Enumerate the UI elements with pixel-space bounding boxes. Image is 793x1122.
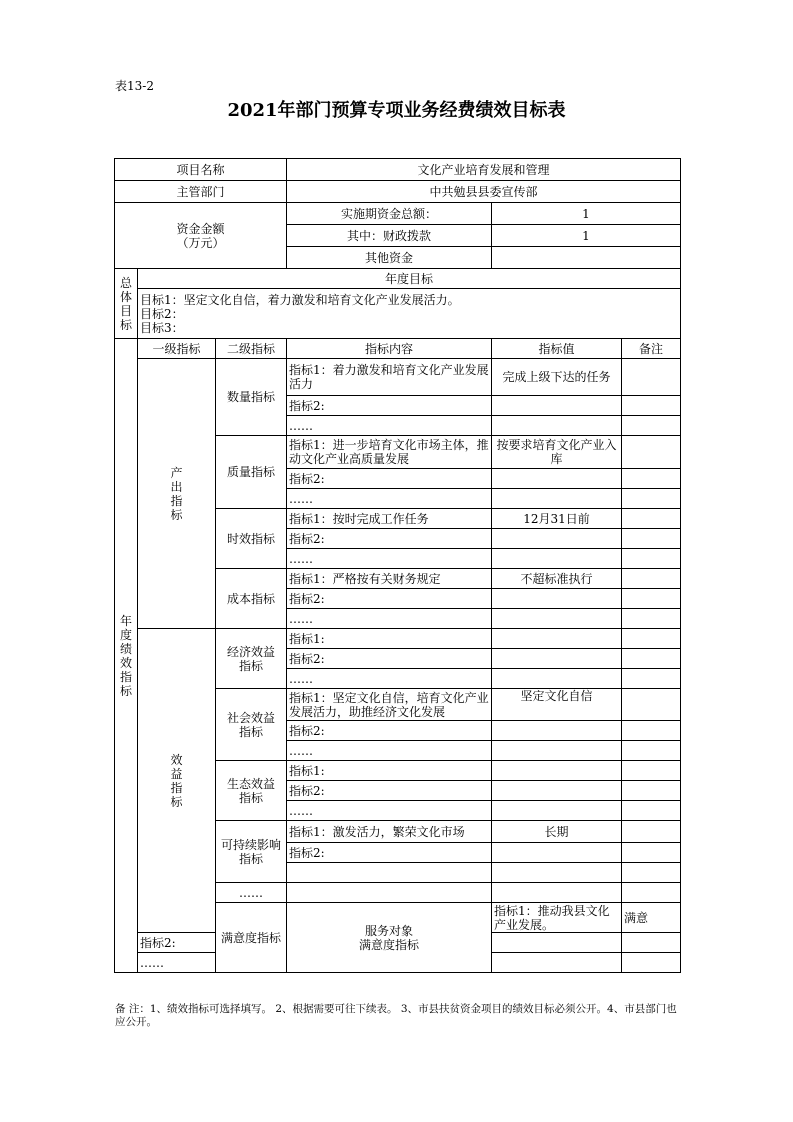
header-remark: 备注 [622, 339, 681, 359]
remark-cell [622, 489, 681, 509]
quantity-indicator-label: 数量指标 [216, 359, 287, 436]
remark-cell [622, 529, 681, 549]
value-cell [492, 529, 622, 549]
satisfaction-indicator-1: 指标1：推动我县文化产业发展。 [492, 903, 622, 933]
remark-cell [622, 416, 681, 436]
benefit-indicator-label: 效 益 指 标 [138, 629, 216, 933]
goal-2: 目标2： [140, 306, 184, 321]
cost-indicator-label: 成本指标 [216, 569, 287, 629]
page-title: 2021年部门预算专项业务经费绩效目标表 [227, 100, 566, 121]
remark-cell [622, 436, 681, 469]
footnote: 备 注：1、绩效指标可选择填写。 2、根据需要可往下续表。 3、市县扶贫资金项目的绩效目标必须公开。4、市县部门也应公开。 [115, 1003, 677, 1028]
quality-indicator-1-value: 按要求培育文化产业入库 [492, 436, 622, 469]
value-cell [492, 469, 622, 489]
remark-cell [622, 821, 681, 843]
remark-cell [622, 953, 681, 973]
remark-cell [622, 396, 681, 416]
quality-indicator-more: …… [287, 489, 492, 509]
timeliness-indicator-1-value: 12月31日前 [492, 509, 622, 529]
header-content: 指标内容 [287, 339, 492, 359]
economic-indicator-1: 指标1: [287, 629, 492, 649]
quality-indicator-1: 指标1：进一步培育文化市场主体，推动文化产业高质量发展 [287, 436, 492, 469]
value-cell [492, 933, 622, 953]
quantity-indicator-1-value: 完成上级下达的任务 [492, 359, 622, 396]
remark-cell [622, 609, 681, 629]
remark-cell [622, 761, 681, 781]
fiscal-fund-label: 其中：财政拨款 [287, 225, 492, 247]
fund-label [115, 203, 287, 269]
cost-indicator-1: 指标1：严格按有关财务规定 [287, 569, 492, 589]
table-row [115, 629, 681, 649]
total-fund-label: 实施期资金总额： [287, 203, 492, 225]
timeliness-indicator-2: 指标2: [287, 529, 492, 549]
value-cell [492, 863, 622, 883]
sustainable-indicator-2: 指标2: [287, 843, 492, 863]
content-cell [287, 883, 492, 903]
value-cell [492, 416, 622, 436]
economic-indicator-more: …… [287, 669, 492, 689]
value-cell [492, 669, 622, 689]
remark-cell [622, 741, 681, 761]
ecological-indicator-more: …… [287, 801, 492, 821]
sustainable-indicator-1-value: 长期 [492, 821, 622, 843]
value-cell [492, 721, 622, 741]
other-fund-value [492, 247, 681, 269]
remark-cell [622, 509, 681, 529]
dept-row [115, 181, 681, 203]
satisfaction-indicator-label: 满意度指标 [216, 903, 287, 973]
social-indicator-1-value: 坚定文化自信 [492, 689, 622, 721]
table-row [115, 359, 681, 396]
remark-cell [622, 883, 681, 903]
remark-cell [622, 469, 681, 489]
other-fund-label: 其他资金 [287, 247, 492, 269]
remark-cell [622, 689, 681, 721]
project-name-row [115, 159, 681, 181]
value-cell [492, 589, 622, 609]
header-level1: 一级指标 [138, 339, 216, 359]
value-cell [492, 609, 622, 629]
table-number: 表13-2 [115, 79, 154, 93]
value-cell [492, 953, 622, 973]
remark-cell [622, 569, 681, 589]
remark-cell [622, 801, 681, 821]
remark-cell [622, 589, 681, 609]
timeliness-indicator-more: …… [287, 549, 492, 569]
timeliness-indicator-label: 时效指标 [216, 509, 287, 569]
header-level2: 二级指标 [216, 339, 287, 359]
value-cell [492, 883, 622, 903]
satisfaction-indicator-1-value: 满意 [622, 903, 681, 933]
social-indicator-more: …… [287, 741, 492, 761]
dept-value: 中共勉县县委宣传部 [287, 181, 681, 203]
remark-cell [622, 629, 681, 649]
quantity-indicator-1: 指标1：着力激发和培育文化产业发展活力 [287, 359, 492, 396]
satisfaction-indicator-2: 指标2: [138, 933, 216, 953]
ecological-indicator-label: 生态效益 指标 [216, 761, 287, 821]
value-cell [492, 396, 622, 416]
perf-header-row [115, 339, 681, 359]
value-cell [492, 489, 622, 509]
annual-goal-list [138, 289, 681, 339]
goal-3: 目标3： [140, 320, 184, 335]
annual-performance-side-label: 年 度 绩 效 指 标 [115, 339, 138, 973]
satisfaction-indicator-more: …… [138, 953, 216, 973]
remark-cell [622, 933, 681, 953]
service-satisfaction-label: 服务对象 满意度指标 [287, 903, 492, 973]
output-indicator-label: 产 出 指 标 [138, 359, 216, 629]
economic-indicator-label: 经济效益 指标 [216, 629, 287, 689]
value-cell [492, 629, 622, 649]
sustainable-indicator-label: 可持续影响 指标 [216, 821, 287, 883]
header-value: 指标值 [492, 339, 622, 359]
value-cell [492, 549, 622, 569]
social-indicator-2: 指标2: [287, 721, 492, 741]
dept-label: 主管部门 [115, 181, 287, 203]
fund-label-line2: （万元） [176, 235, 225, 250]
remark-cell [622, 781, 681, 801]
timeliness-indicator-1: 指标1：按时完成工作任务 [287, 509, 492, 529]
cost-indicator-2: 指标2: [287, 589, 492, 609]
quantity-indicator-2: 指标2: [287, 396, 492, 416]
ecological-indicator-2: 指标2: [287, 781, 492, 801]
benefit-more: …… [216, 883, 287, 903]
remark-cell [622, 549, 681, 569]
social-indicator-1: 指标1：坚定文化自信，培育文化产业发展活力，助推经济文化发展 [287, 689, 492, 721]
sustainable-indicator-more [287, 863, 492, 883]
fund-label-line1: 资金金额 [176, 221, 225, 236]
goal-1: 目标1：坚定文化自信，着力激发和培育文化产业发展活力。 [140, 292, 460, 307]
value-cell [492, 649, 622, 669]
value-cell [492, 843, 622, 863]
remark-cell [622, 863, 681, 883]
remark-cell [622, 721, 681, 741]
project-name-label: 项目名称 [115, 159, 287, 181]
remark-cell [622, 359, 681, 396]
fiscal-fund-value: 1 [492, 225, 681, 247]
social-indicator-label: 社会效益 指标 [216, 689, 287, 761]
total-fund-value: 1 [492, 203, 681, 225]
quantity-indicator-more: …… [287, 416, 492, 436]
project-name-value: 文化产业培育发展和管理 [287, 159, 681, 181]
sustainable-indicator-1: 指标1：激发活力，繁荣文化市场 [287, 821, 492, 843]
economic-indicator-2: 指标2: [287, 649, 492, 669]
remark-cell [622, 669, 681, 689]
cost-indicator-more: …… [287, 609, 492, 629]
value-cell [492, 801, 622, 821]
remark-cell [622, 843, 681, 863]
performance-table [114, 158, 681, 973]
value-cell [492, 781, 622, 801]
annual-goal-label: 年度目标 [138, 269, 681, 289]
quality-indicator-2: 指标2: [287, 469, 492, 489]
value-cell [492, 761, 622, 781]
value-cell [492, 741, 622, 761]
cost-indicator-1-value: 不超标准执行 [492, 569, 622, 589]
ecological-indicator-1: 指标1: [287, 761, 492, 781]
quality-indicator-label: 质量指标 [216, 436, 287, 509]
overall-goal-side-label: 总 体 目 标 [115, 269, 138, 339]
remark-cell [622, 649, 681, 669]
